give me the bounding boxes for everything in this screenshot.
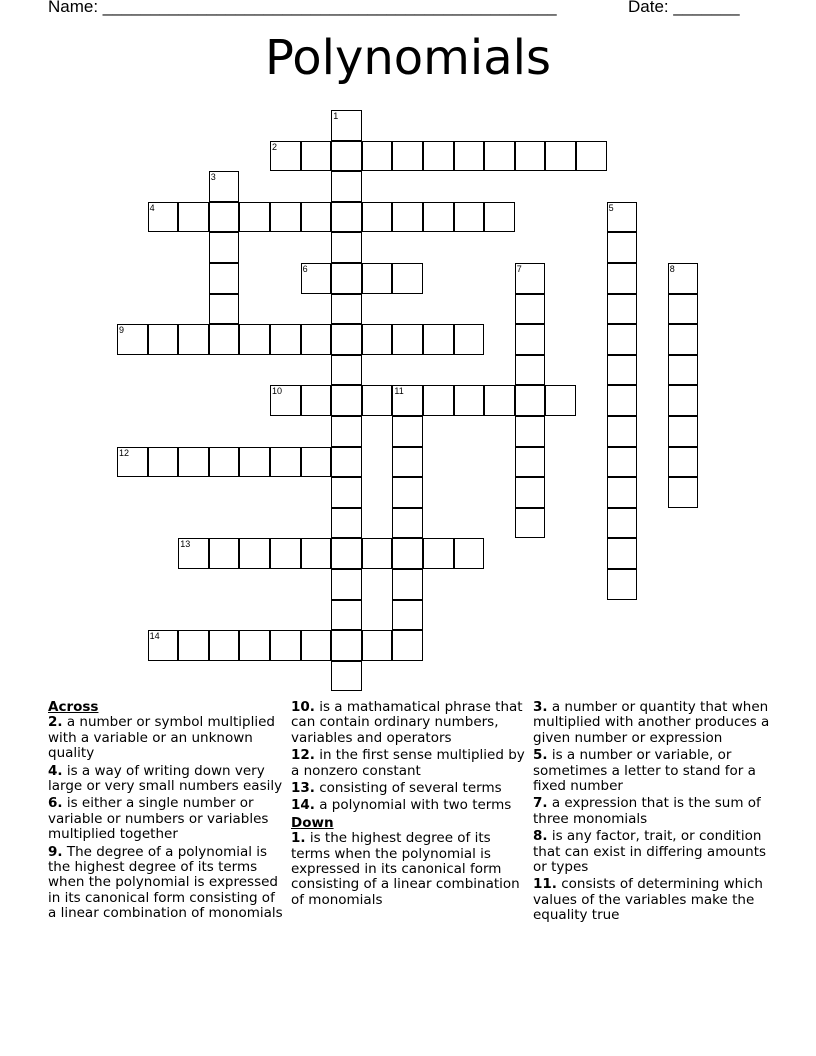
- clue: 8. is any factor, trait, or condition that can exist in differing amounts or types: [533, 828, 767, 876]
- grid-cell[interactable]: [270, 141, 301, 172]
- cell-number: 5: [608, 202, 614, 213]
- grid-cell[interactable]: [392, 385, 423, 416]
- clue-number: 2.: [48, 714, 63, 731]
- grid-cell[interactable]: [331, 569, 362, 600]
- clue-column-3: [533, 700, 773, 926]
- grid-cell[interactable]: [239, 630, 270, 661]
- clue: 13. consisting of several terms: [291, 780, 502, 797]
- across-heading: Across: [48, 699, 99, 715]
- grid-cell[interactable]: [270, 385, 301, 416]
- grid-cell[interactable]: [209, 447, 240, 478]
- grid-cell[interactable]: [331, 355, 362, 386]
- clue-number: 1.: [291, 830, 306, 847]
- clue: 12. in the first sense multiplied by a nonzero constant: [291, 747, 525, 779]
- grid-cell[interactable]: [454, 538, 485, 569]
- grid-cell[interactable]: [454, 385, 485, 416]
- clue: 2. a number or symbol multiplied with a variable or an unknown quality: [48, 714, 275, 762]
- grid-cell[interactable]: [423, 324, 454, 355]
- grid-cell[interactable]: [331, 416, 362, 447]
- clue-number: 9.: [48, 843, 63, 860]
- grid-cell[interactable]: [239, 324, 270, 355]
- grid-cell[interactable]: [515, 324, 546, 355]
- grid-cell[interactable]: [607, 385, 638, 416]
- cell-number: 7: [516, 264, 522, 274]
- grid-cell[interactable]: [668, 294, 699, 325]
- grid-cell[interactable]: [392, 477, 423, 508]
- cell-number: 6: [302, 264, 308, 274]
- grid-cell[interactable]: [515, 355, 546, 386]
- grid-cell[interactable]: [117, 324, 148, 355]
- clue-number: 14.: [291, 797, 315, 814]
- grid-cell[interactable]: [392, 600, 423, 631]
- grid-cell[interactable]: [301, 385, 332, 416]
- grid-cell[interactable]: [392, 324, 423, 355]
- grid-cell[interactable]: [331, 324, 362, 355]
- cell-number: 8: [669, 264, 675, 274]
- grid-cell[interactable]: [454, 202, 485, 233]
- grid-cell[interactable]: [209, 294, 240, 325]
- grid-cell[interactable]: [148, 630, 179, 661]
- grid-cell[interactable]: [331, 110, 362, 141]
- grid-cell[interactable]: [607, 477, 638, 508]
- grid-cell[interactable]: [607, 508, 638, 539]
- grid-cell[interactable]: [209, 324, 240, 355]
- grid-cell[interactable]: [331, 477, 362, 508]
- grid-cell[interactable]: [392, 630, 423, 661]
- clue: 6. is either a single number or variable or numbers or variables multiplied together: [48, 795, 269, 843]
- cell-number: 11: [394, 386, 404, 397]
- grid-cell[interactable]: [331, 232, 362, 263]
- grid-cell[interactable]: [270, 324, 301, 355]
- grid-cell[interactable]: [178, 447, 209, 478]
- grid-cell[interactable]: [454, 141, 485, 172]
- grid-cell[interactable]: [668, 416, 699, 447]
- grid-cell[interactable]: [668, 385, 699, 416]
- clue-number: 11.: [533, 876, 557, 893]
- cell-number: 1: [333, 111, 339, 121]
- grid-cell[interactable]: [515, 508, 546, 539]
- grid-cell[interactable]: [576, 141, 607, 172]
- clue-number: 3.: [533, 699, 548, 715]
- cell-number: 2: [272, 141, 278, 152]
- grid-cell[interactable]: [331, 447, 362, 478]
- cell-number: 4: [149, 202, 155, 213]
- grid-cell[interactable]: [515, 294, 546, 325]
- grid-cell[interactable]: [607, 294, 638, 325]
- grid-cell[interactable]: [484, 202, 515, 233]
- cell-number: 12: [119, 447, 130, 458]
- clue-column-2: [291, 700, 531, 910]
- grid-cell[interactable]: [331, 263, 362, 294]
- grid-cell[interactable]: [362, 630, 393, 661]
- grid-cell[interactable]: [392, 508, 423, 539]
- grid-cell[interactable]: [301, 538, 332, 569]
- grid-cell[interactable]: [270, 630, 301, 661]
- clue: 1. is the highest degree of its terms when the polynomial is expressed in its canonical form consisting of a linear combination of monomials: [291, 830, 520, 908]
- grid-cell[interactable]: [668, 355, 699, 386]
- grid-cell[interactable]: [270, 202, 301, 233]
- cell-number: 9: [119, 325, 125, 336]
- grid-cell[interactable]: [423, 385, 454, 416]
- grid-cell[interactable]: [209, 630, 240, 661]
- grid-cell[interactable]: [301, 202, 332, 233]
- grid-cell[interactable]: [607, 324, 638, 355]
- grid-cell[interactable]: [545, 141, 576, 172]
- grid-cell[interactable]: [545, 385, 576, 416]
- grid-cell[interactable]: [423, 202, 454, 233]
- clue-number: 13.: [291, 780, 315, 797]
- grid-cell[interactable]: [607, 538, 638, 569]
- date-line: Date: _______: [628, 0, 740, 16]
- grid-cell[interactable]: [515, 141, 546, 172]
- grid-cell[interactable]: [668, 324, 699, 355]
- puzzle-title: Polynomials: [265, 30, 551, 86]
- grid-cell[interactable]: [607, 355, 638, 386]
- grid-cell[interactable]: [392, 202, 423, 233]
- grid-cell[interactable]: [239, 447, 270, 478]
- grid-cell[interactable]: [362, 385, 393, 416]
- clue-number: 5.: [533, 747, 548, 764]
- grid-cell[interactable]: [392, 416, 423, 447]
- clue-list: [533, 700, 773, 924]
- clue-number: 4.: [48, 762, 63, 779]
- grid-cell[interactable]: [607, 263, 638, 294]
- cell-number: 14: [149, 631, 160, 642]
- grid-cell[interactable]: [392, 569, 423, 600]
- grid-cell[interactable]: [331, 385, 362, 416]
- grid-cell[interactable]: [148, 447, 179, 478]
- name-line: Name: ________________________________________________: [48, 0, 557, 16]
- clue: 10. is a mathamatical phrase that can contain ordinary numbers, variables and operators: [291, 699, 523, 746]
- grid-cell[interactable]: [331, 630, 362, 661]
- grid-cell[interactable]: [515, 385, 546, 416]
- grid-cell[interactable]: [515, 477, 546, 508]
- clue-list: [291, 700, 531, 814]
- grid-cell[interactable]: [607, 232, 638, 263]
- grid-cell[interactable]: [392, 538, 423, 569]
- grid-cell[interactable]: [270, 447, 301, 478]
- clue-number: 7.: [533, 795, 548, 812]
- grid-cell[interactable]: [178, 538, 209, 569]
- grid-cell[interactable]: [331, 600, 362, 631]
- grid-cell[interactable]: [331, 202, 362, 233]
- grid-cell[interactable]: [362, 141, 393, 172]
- cell-number: 3: [210, 172, 216, 183]
- clue-column-1: [48, 700, 284, 924]
- grid-cell[interactable]: [362, 263, 393, 294]
- grid-cell[interactable]: [362, 538, 393, 569]
- grid-cell[interactable]: [607, 202, 638, 233]
- grid-cell[interactable]: [392, 447, 423, 478]
- clue: 7. a expression that is the sum of three monomials: [533, 795, 761, 827]
- grid-cell[interactable]: [270, 538, 301, 569]
- grid-cell[interactable]: [607, 447, 638, 478]
- grid-cell[interactable]: [515, 263, 546, 294]
- grid-cell[interactable]: [331, 294, 362, 325]
- grid-cell[interactable]: [209, 538, 240, 569]
- clue: 3. a number or quantity that when multiplied with another produces a given number or expression: [533, 699, 770, 746]
- grid-cell[interactable]: [515, 447, 546, 478]
- grid-cell[interactable]: [178, 202, 209, 233]
- clue: 11. consists of determining which values of the variables make the equality true: [533, 876, 763, 924]
- grid-cell[interactable]: [607, 416, 638, 447]
- clue: 4. is a way of writing down very large or very small numbers easily: [48, 762, 283, 795]
- grid-cell[interactable]: [392, 263, 423, 294]
- cell-number: 13: [180, 539, 191, 550]
- down-heading: Down: [291, 814, 334, 831]
- clue: 14. a polynomial with two terms: [291, 797, 512, 814]
- grid-cell[interactable]: [668, 477, 699, 508]
- grid-cell[interactable]: [178, 630, 209, 661]
- grid-cell[interactable]: [423, 538, 454, 569]
- clue-number: 6.: [48, 795, 63, 812]
- grid-cell[interactable]: [515, 416, 546, 447]
- clue-number: 8.: [533, 828, 548, 845]
- grid-cell[interactable]: [423, 141, 454, 172]
- grid-cell[interactable]: [148, 324, 179, 355]
- grid-cell[interactable]: [301, 141, 332, 172]
- grid-cell[interactable]: [301, 324, 332, 355]
- clue: 5. is a number or variable, or sometimes a letter to stand for a fixed number: [533, 747, 756, 795]
- grid-cell[interactable]: [178, 324, 209, 355]
- grid-cell[interactable]: [454, 324, 485, 355]
- grid-cell[interactable]: [331, 661, 362, 692]
- grid-cell[interactable]: [331, 141, 362, 172]
- grid-cell[interactable]: [239, 538, 270, 569]
- grid-cell[interactable]: [331, 508, 362, 539]
- clue: 9. The degree of a polynomial is the highest degree of its terms when the polynomial is expressed in its canonical form consisting of a linear combination of monomials: [48, 843, 283, 922]
- grid-cell[interactable]: [331, 538, 362, 569]
- grid-cell[interactable]: [331, 171, 362, 202]
- grid-cell[interactable]: [301, 263, 332, 294]
- grid-cell[interactable]: [239, 202, 270, 233]
- grid-cell[interactable]: [484, 141, 515, 172]
- grid-cell[interactable]: [209, 202, 240, 233]
- grid-cell[interactable]: [148, 202, 179, 233]
- grid-cell[interactable]: [668, 263, 699, 294]
- cell-number: 10: [272, 386, 283, 397]
- clue-number: 10.: [291, 699, 315, 715]
- grid-cell[interactable]: [392, 141, 423, 172]
- grid-cell[interactable]: [301, 447, 332, 478]
- clue-number: 12.: [291, 747, 315, 764]
- grid-cell[interactable]: [362, 324, 393, 355]
- grid-cell[interactable]: [607, 569, 638, 600]
- grid-cell[interactable]: [209, 171, 240, 202]
- clue-list: [48, 715, 284, 921]
- grid-cell[interactable]: [117, 447, 148, 478]
- grid-cell[interactable]: [209, 232, 240, 263]
- grid-cell[interactable]: [484, 385, 515, 416]
- grid-cell[interactable]: [209, 263, 240, 294]
- grid-cell[interactable]: [362, 202, 393, 233]
- grid-cell[interactable]: [668, 447, 699, 478]
- clue-list: [291, 831, 531, 908]
- grid-cell[interactable]: [301, 630, 332, 661]
